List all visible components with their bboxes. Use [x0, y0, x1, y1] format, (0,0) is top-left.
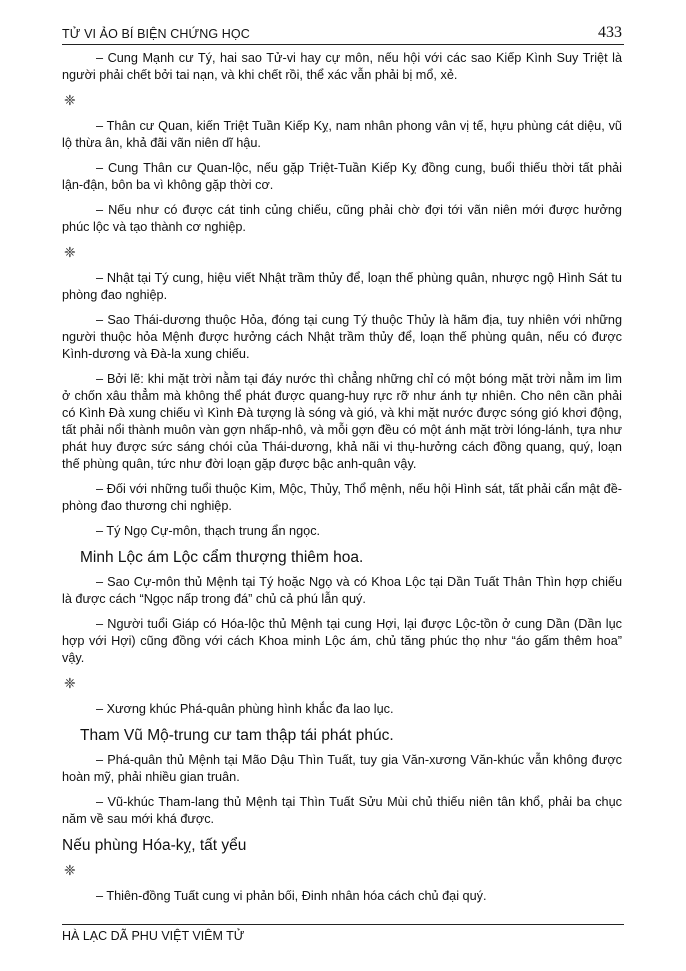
- page-footer: [62, 924, 624, 943]
- paragraph: – Nhật tại Tý cung, hiệu viết Nhật trầm thủy để, loạn thế phùng quân, nhược ngộ Hình Sát tu phòng đao nghiệp.: [62, 271, 622, 302]
- ornament-icon: ❈: [64, 675, 76, 691]
- section-heading: Tham Vũ Mộ-trung cư tam thập tái phát phúc.: [80, 727, 394, 744]
- ornament-icon: ❈: [64, 244, 76, 260]
- page-body: [62, 50, 622, 913]
- paragraph: – Nếu như có được cát tinh củng chiếu, cũng phải chờ đợi tới vãn niên mới được hưởng phúc lộc và tạo thành cơ nghiệp.: [62, 203, 622, 234]
- paragraph: – Sao Thái-dương thuộc Hỏa, đóng tại cung Tý thuộc Thủy là hãm địa, tuy nhiên với những người thuộc hỏa Mệnh được hưởng cách Nhật trầm thủy để, loạn thế phùng quân, nếu có được Kình-dương và Đà-la xung chiếu.: [62, 313, 622, 361]
- section-heading: Nếu phùng Hóa-kỵ, tất yểu: [62, 837, 247, 854]
- page-header: [62, 24, 624, 45]
- author-footer: HÀ LẠC DÃ PHU VIỆT VIÊM TỬ: [62, 929, 245, 943]
- paragraph: – Cung Mạnh cư Tý, hai sao Tử-vi hay cự môn, nếu hội với các sao Kiếp Kình Suy Triệt là người phải chết bởi tai nạn, và khi chết rồi, thể xác vẫn phải bị mổ, xẻ.: [62, 51, 622, 82]
- paragraph: – Thân cư Quan, kiến Triệt Tuần Kiếp Kỵ, nam nhân phong vân vị tế, hựu phùng cát diệu, vũ lộ thừa ân, khả đãi vãn niên dĩ hậu.: [62, 119, 622, 150]
- paragraph: – Người tuổi Giáp có Hóa-lộc thủ Mệnh tại cung Hợi, lại được Lộc-tồn ở cung Dần (Dần lục hợp với Hợi) cũng đồng với cách Khoa minh Lộc ám, chủ tăng phúc thọ như “áo gấm thêm hoa” vậy.: [62, 617, 622, 665]
- paragraph: – Tý Ngọ Cự-môn, thạch trung ẩn ngọc.: [96, 524, 321, 538]
- paragraph: – Sao Cự-môn thủ Mệnh tại Tý hoặc Ngọ và có Khoa Lộc tại Dần Tuất Thân Thìn hợp chiếu là được cách “Ngọc nấp trong đá” chủ cả phú lẫn quý.: [62, 575, 622, 606]
- paragraph: – Bởi lẽ: khi mặt trời nằm tại đáy nước thì chẳng những chỉ có một bóng mặt trời nằm im lìm ở chốn xâu thẳm mà không thể phát được quang-huy rực rỡ như ánh tự nhiên. Cho nên cần phải có Kình Đà xung chiếu vì Kình Đà tượng là sóng và gió, và khi mặt nước được sóng gió khơi động, tất phải nổi thành muôn vàn gợn nhấp-nhô, và mỗi gợn đều có một ánh mặt trời lóng-lánh, tựa như phát huy được sức sáng chói của Thái-dương, khả nãi vi thụ-hưởng cách đồng quang, quý, loạn thế phùng quân, tức như đời loạn gặp được bậc anh-quân vậy.: [62, 372, 622, 471]
- paragraph: – Phá-quân thủ Mệnh tại Mão Dậu Thìn Tuất, tuy gia Văn-xương Văn-khúc vẫn không được hoàn mỹ, phải nhiều gian truân.: [62, 753, 622, 784]
- paragraph: – Cung Thân cư Quan-lộc, nếu gặp Triệt-Tuần Kiếp Kỵ đồng cung, buổi thiếu thời tất phải lận-đận, bôn ba vì không gặp thời cơ.: [62, 161, 622, 192]
- page-number: 433: [598, 24, 622, 41]
- ornament-icon: ❈: [64, 862, 76, 878]
- paragraph: – Thiên-đồng Tuất cung vi phản bối, Đinh nhân hóa cách chủ đại quý.: [96, 889, 487, 903]
- paragraph: – Đối với những tuổi thuộc Kim, Mộc, Thủy, Thổ mệnh, nếu hội Hình sát, tất phải cẩn mật đề-phòng đao thương chi nghiệp.: [62, 482, 622, 513]
- paragraph: – Xương khúc Phá-quân phùng hình khắc đa lao lục.: [96, 702, 394, 716]
- ornament-icon: ❈: [64, 92, 76, 108]
- paragraph: – Vũ-khúc Tham-lang thủ Mệnh tại Thìn Tuất Sửu Mùi chủ thiếu niên tân khổ, phải ba chục năm về sau mới khá được.: [62, 795, 622, 826]
- book-title: TỬ VI ẢO BÍ BIỆN CHỨNG HỌC: [62, 27, 250, 41]
- section-heading: Minh Lộc ám Lộc cẩm thượng thiêm hoa.: [80, 549, 364, 566]
